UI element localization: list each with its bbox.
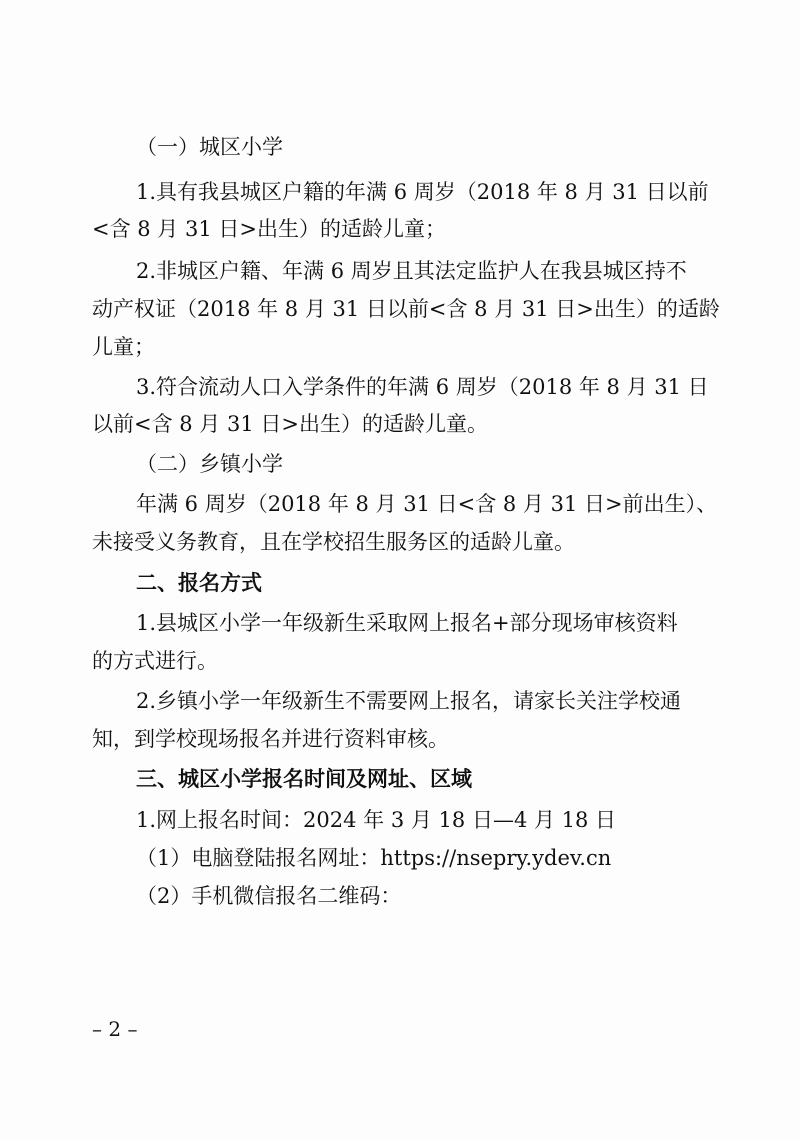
- urban-item-1-line-1: 1.具有我县城区户籍的年满 6 周岁（2018 年 8 月 31 日以前: [136, 180, 709, 204]
- section-heading-town-primary: （二）乡镇小学: [136, 452, 283, 476]
- urban-item-3-line-2: 以前<含 8 月 31 日>出生）的适龄儿童。: [92, 412, 488, 436]
- urban-item-1-line-2: <含 8 月 31 日>出生）的适龄儿童；: [92, 217, 446, 241]
- method-item-1-line-1: 1.县城区小学一年级新生采取网上报名+部分现场审核资料: [136, 611, 678, 635]
- page-number: – 2 –: [92, 1017, 138, 1041]
- heading-registration-method: 二、报名方式: [136, 571, 262, 595]
- computer-registration-url: （1）电脑登陆报名网址：https://nsepry.ydev.cn: [136, 846, 612, 870]
- online-registration-time: 1.网上报名时间：2024 年 3 月 18 日—4 月 18 日: [136, 808, 617, 832]
- heading-registration-time-url: 三、城区小学报名时间及网址、区域: [136, 767, 472, 791]
- urban-item-2-line-2: 动产权证（2018 年 8 月 31 日以前<含 8 月 31 日>出生）的适龄: [92, 297, 720, 321]
- urban-item-2-line-1: 2.非城区户籍、年满 6 周岁且其法定监护人在我县城区持不: [136, 259, 687, 283]
- method-item-1-line-2: 的方式进行。: [92, 649, 218, 673]
- method-item-2-line-1: 2.乡镇小学一年级新生不需要网上报名，请家长关注学校通: [136, 689, 682, 713]
- town-paragraph-line-2: 未接受义务教育，且在学校招生服务区的适龄儿童。: [92, 530, 575, 554]
- section-heading-urban-primary: （一）城区小学: [136, 135, 283, 159]
- urban-item-3-line-1: 3.符合流动人口入学条件的年满 6 周岁（2018 年 8 月 31 日: [136, 375, 709, 399]
- town-paragraph-line-1: 年满 6 周岁（2018 年 8 月 31 日<含 8 月 31 日>前出生）、: [136, 492, 718, 516]
- urban-item-2-line-3: 儿童；: [92, 335, 155, 359]
- method-item-2-line-2: 知，到学校现场报名并进行资料审核。: [92, 727, 449, 751]
- wechat-qr-code-label: （2）手机微信报名二维码：: [136, 884, 402, 908]
